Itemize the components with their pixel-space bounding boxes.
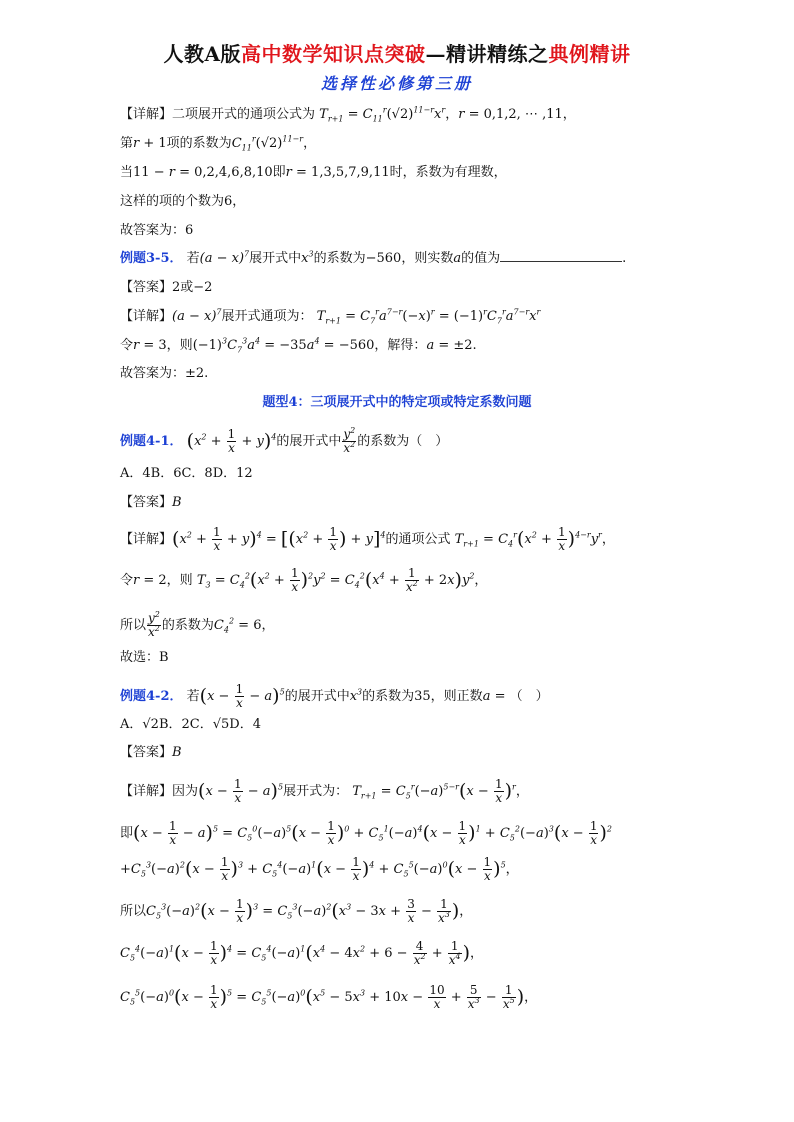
example-4-1: 例题4-1． ($x^2$ + $\frac{1}{x}$ + y)$^4$的展开式中 $\frac{y^2}{x^2}$ 的系数为（ ） <box>120 426 449 455</box>
formula: $C_5^3(-a)^2(x$ − $\frac{1}{x}$ )$^3 = C_5^3(-a)^2(x^3 - 3x$ + $\frac{3}{x}$ − $\frac{1}{x^3}$ )， <box>146 897 473 925</box>
formula: $(a - x)^7$ <box>199 249 250 266</box>
formula: −560 <box>365 251 402 266</box>
solution-line-4: 这样的项的个数为6， <box>120 194 246 209</box>
detail-tag: 【详解】 <box>120 532 173 547</box>
formula: $T_{r+1} = C_4^r(x^2$ + $\frac{1}{x}$ )$^{4-r}y^r$， <box>454 525 615 553</box>
formula: $C_4^2 = 6$， <box>213 616 275 635</box>
formula: r = 1,3,5,7,9,11 <box>285 165 390 180</box>
formula: $T_3 = C_4^2(x^2$ + $\frac{1}{x}$ )$^2y^2 = C_4^2(x^4$ + $\frac{1}{x^2}$ + $2x)y^2$， <box>196 566 488 594</box>
formula: $(-1)^3C_7^3a^4 = -35a^4 = -560$ <box>192 336 375 355</box>
solution-4-1-line-3: 所以 $\frac{y^2}{x^2}$ 的系数为$C_4^2 = 6$， <box>120 610 275 639</box>
page-subtitle: 选择性必修第三册 <box>320 74 473 93</box>
formula: (x − $\frac{1}{x}$ − $a)^5 = C_5^0(-a)^5(x$ − $\frac{1}{x}$ )$^0 + C_5^1(-a)^4(x$ − $\frac{1}{x}$ )$^1 + C_5^2(-a)^3(x$ − $\frac{1}{x}$ )$^2$ <box>133 819 612 847</box>
formula: 11 − r = 0,2,4,6,8,10 <box>133 165 273 180</box>
example-label: 例题3-5． <box>120 251 183 266</box>
solution-4-2-line-3 <box>120 856 519 883</box>
detail-tag: 【详解】 <box>120 107 173 122</box>
formula: a <box>453 251 462 266</box>
page-header <box>0 38 794 67</box>
answer-tag: 【答案】 <box>120 495 173 510</box>
formula: $x^3$ <box>349 687 363 704</box>
solution-4-2-line-5 <box>120 940 483 967</box>
formula: $C_5^5(-a)^0(x$ − $\frac{1}{x}$ )$^5 = C_5^5(-a)^0(x^5 - 5x^3 + 10x$ − $\frac{10}{x}$ + $\frac{5}{x^3}$ − $\frac{1}{x^5}$ )， <box>120 983 538 1011</box>
formula: a = ±2. <box>426 338 477 353</box>
formula: $(a - x)^7$ <box>172 307 222 324</box>
header-part3: —精讲精练之 <box>425 42 549 66</box>
example-4-2-options: A．√2B．2C．√5D．4 <box>120 717 261 732</box>
answer-4-1: 【答案】B <box>120 495 182 510</box>
example-label: 例题4-2． <box>120 689 183 704</box>
formula: (x − $\frac{1}{x}$ − a)$^5$ <box>199 682 285 710</box>
answer-tag: 【答案】 <box>120 745 173 760</box>
solution-4-1-line-2: 令r = 2，则 $T_3 = C_4^2(x^2$ + $\frac{1}{x}$ )$^2y^2 = C_4^2(x^4$ + $\frac{1}{x^2}$ + $2x)y^2$， <box>120 566 488 594</box>
example-4-1-options: A．4B．6C．8D．12 <box>120 466 253 481</box>
solution-4-1-line-1: 【详解】($x^2$ + $\frac{1}{x}$ + $y)^4 = [(x^2$ + $\frac{1}{x}$ ) + y]$^4$的通项公式 $T_{r+1} = C_4^r(x^2$ + $\frac{1}{x}$ )$^{4-r}y^r$， <box>120 525 615 553</box>
solution-4-1-line-4: 故选：B <box>120 650 169 665</box>
formula: r + 1 <box>133 136 167 151</box>
formula: $C_{11}^r(√2)^{11-r}$ <box>231 134 304 153</box>
detail-tag: 【详解】 <box>120 309 173 324</box>
formula: $x^3$ <box>301 249 314 266</box>
formula: $\frac{y^2}{x^2}$ <box>343 426 356 455</box>
formula: $T_{r+1} = C_5^r(-a)^{5-r}(x$ − $\frac{1}{x}$ )$^r$， <box>352 777 529 805</box>
solution-3-5-line-3: 故答案为：±2. <box>120 366 209 381</box>
solution-4-2-line-2: 即(x − $\frac{1}{x}$ − $a)^5 = C_5^0(-a)^5(x$ − $\frac{1}{x}$ )$^0 + C_5^1(-a)^4(x$ − $\frac{1}{x}$ )$^1 + C_5^2(-a)^3(x$ − $\frac{1}{x}$ )$^2$ <box>120 819 612 847</box>
solution-line-3: 当11 − r = 0,2,4,6,8,10即r = 1,3,5,7,9,11时，系数为有理数， <box>120 165 507 180</box>
header-part4: 典例精讲 <box>548 42 631 66</box>
solution-4-2-line-4: 所以$C_5^3(-a)^2(x$ − $\frac{1}{x}$ )$^3 = C_5^3(-a)^2(x^3 - 3x$ + $\frac{3}{x}$ − $\frac{1}{x^3}$ )， <box>120 897 473 925</box>
answer-4-2: 【答案】B <box>120 745 182 760</box>
formula: $\frac{y^2}{x^2}$ <box>148 610 160 639</box>
example-label: 例题4-1． <box>120 434 183 449</box>
formula: r = 3 <box>133 338 167 353</box>
solution-4-2-line-6 <box>120 984 537 1011</box>
solution-3-5-line-1: 【详解】$(a - x)^7$展开式通项为： $T_{r+1} = C_7^ra^{7-r}(-x)^r = (-1)^rC_7^ra^{7-r}x^r$ <box>120 307 541 326</box>
formula: ($x^2$ + $\frac{1}{x}$ + y)$^4$ <box>186 427 277 455</box>
solution-line-1: 【详解】二项展开式的通项公式为 $T_{r+1} = C_{11}^r(√2)^{11-r}x^r$，r = 0,1,2, ⋯ ,11， <box>120 105 576 124</box>
detail-tag: 【详解】 <box>120 784 173 799</box>
solution-line-5: 故答案为：6 <box>120 223 194 238</box>
formula: $+C_5^3(-a)^2(x$ − $\frac{1}{x}$ )$^3 + C_5^4(-a)^1(x$ − $\frac{1}{x}$ )$^4 + C_5^5(-a)^0(x$ − $\frac{1}{x}$ )$^5$， <box>120 855 519 883</box>
answer-3-5: 【答案】2或−2 <box>120 280 213 295</box>
formula: a = <box>482 689 510 704</box>
solution-4-2-line-1: 【详解】因为(x − $\frac{1}{x}$ − a)$^5$展开式为： $T_{r+1} = C_5^r(-a)^{5-r}(x$ − $\frac{1}{x}$ )$^r$， <box>120 777 529 805</box>
formula: r = 2 <box>133 573 167 588</box>
formula: $C_5^4(-a)^1(x$ − $\frac{1}{x}$ )$^4 = C_5^4(-a)^1(x^4 - 4x^2 + 6$ − $\frac{4}{x^2}$ + $\frac{1}{x^4}$ )， <box>120 939 484 967</box>
formula: ($x^2$ + $\frac{1}{x}$ + $y)^4 = [(x^2$ + $\frac{1}{x}$ ) + y]$^4$ <box>172 525 386 553</box>
formula: (x − $\frac{1}{x}$ − a)$^5$ <box>198 777 284 805</box>
header-part2: 高中数学知识点突破 <box>241 42 426 66</box>
solution-3-5-line-2: 令r = 3，则$(-1)^3C_7^3a^4 = -35a^4 = -560$，解得：a = ±2. <box>120 336 477 355</box>
formula: $T_{r+1} = C_7^ra^{7-r}(-x)^r = (-1)^rC_7^ra^{7-r}x^r$ <box>316 307 541 326</box>
formula: $T_{r+1} = C_{11}^r(√2)^{11-r}x^r$，r = 0,1,2, ⋯ ,11， <box>319 105 576 124</box>
example-4-2: 例题4-2． 若(x − $\frac{1}{x}$ − a)$^5$的展开式中$x^3$的系数为35，则正数a = （ ） <box>120 682 549 710</box>
section-heading: 题型4：三项展开式中的特定项或特定系数问题 <box>262 395 532 410</box>
answer-blank <box>500 261 622 262</box>
header-part1: 人教A版 <box>163 42 242 66</box>
example-3-5: 例题3-5． 若$(a - x)^7$展开式中$x^3$的系数为−560，则实数a的值为 . <box>120 249 627 266</box>
answer-tag: 【答案】 <box>120 280 173 295</box>
solution-line-2: 第r + 1项的系数为$C_{11}^r(√2)^{11-r}$， <box>120 134 317 153</box>
